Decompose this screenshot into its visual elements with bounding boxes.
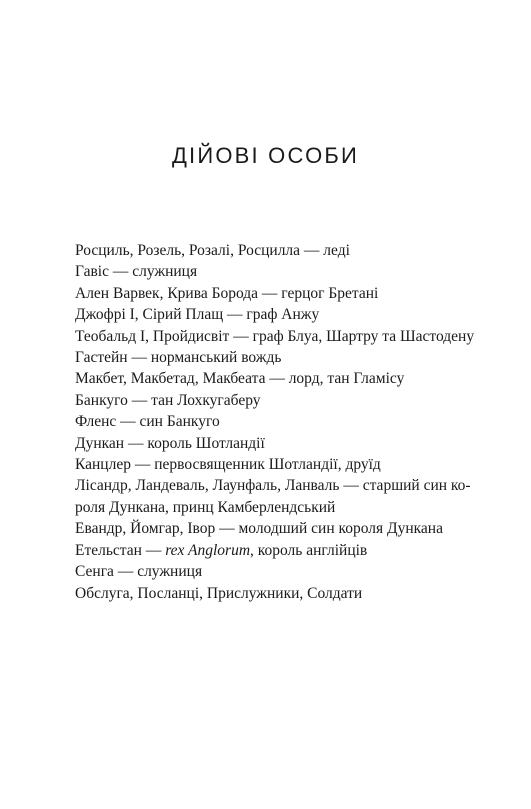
cast-line: Дункан — король Шотландії	[75, 434, 265, 452]
cast-line: Гастейн — норманський вождь	[75, 349, 282, 367]
cast-line: Канцлер — первосвященник Шотландії, друїд	[75, 456, 381, 474]
cast-line: Теобальд I, Пройдисвіт — граф Блуа, Шартру та Шастодену	[75, 327, 475, 345]
cast-line-ethelstan	[75, 540, 495, 561]
cast-line: Джофрі I, Сірий Плащ — граф Анжу	[75, 306, 320, 324]
cast-line: Ален Варвек, Крива Борода — герцог Бретані	[75, 284, 379, 302]
cast-line: Обслуга, Посланці, Прислужники, Солдати	[75, 584, 363, 602]
cast-line: Росциль, Розель, Розалі, Росцилла — леді	[75, 242, 350, 259]
cast-line: роля Дункана, принц Камберлендський	[75, 498, 336, 516]
cast-line: Банкуго — тан Лохкугаберу	[75, 391, 261, 409]
cast-line: Гавіс — служниця	[75, 263, 198, 281]
cast-line: Макбет, Макбетад, Макбеата — лорд, тан Гламісу	[75, 370, 405, 388]
cast-role: , король англійців	[250, 541, 368, 559]
cast-italic-title: rex Anglorum	[165, 541, 251, 559]
page-title: ДІЙОВІ ОСОБИ	[171, 143, 360, 168]
cast-name: Етельстан —	[75, 541, 166, 559]
cast-list	[75, 240, 495, 604]
cast-line: Евандр, Йомгар, Івор — молодший син короля Дункана	[75, 520, 443, 538]
cast-line: Лісандр, Ландеваль, Лаунфаль, Ланваль — старший син ко-	[75, 477, 471, 495]
cast-line: Фленс — син Банкуго	[75, 413, 220, 431]
cast-line: Сенга — служниця	[75, 563, 203, 581]
